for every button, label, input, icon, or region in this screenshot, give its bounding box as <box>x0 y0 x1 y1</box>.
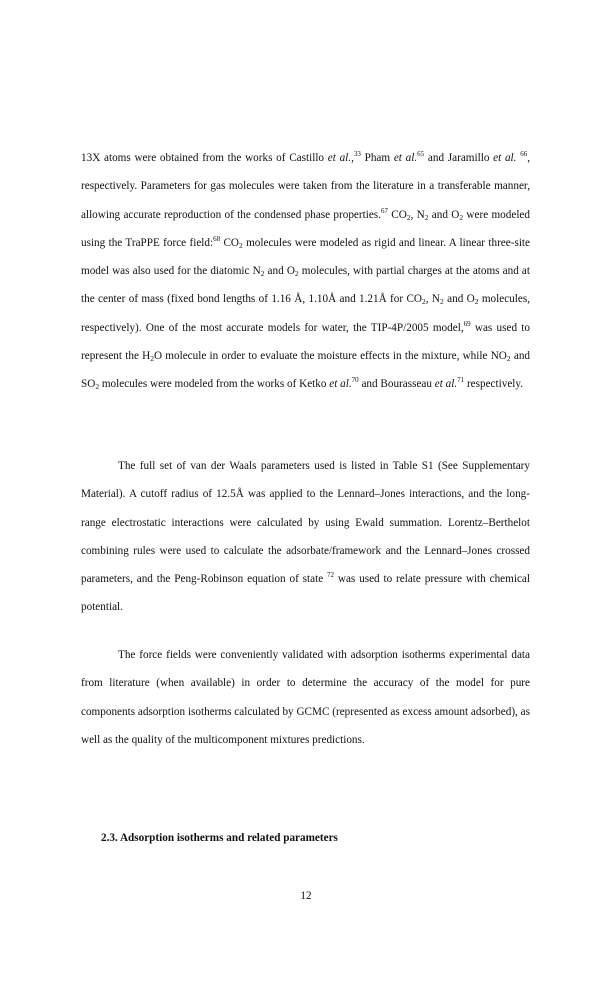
chemical-subscript: 2 <box>459 212 464 222</box>
text-run: The full set of van der Waals parameters used is listed in Table S1 (See Supplementary Material). A cutoff radius of 12.5Å was applied to the Lennard–Jones interactions, and the long-range electrostatic interactions were calculated by using Ewald summation. Lorentz–Berthelot combining rules were used to calculate the adsorbate/framework and the Lennard–Jones crossed parameters, and the Peng-Robinson equation of state <box>81 460 530 586</box>
citation-superscript: 66 <box>520 150 528 158</box>
text-run: O molecule in order to evaluate the moisture effects in the mixture, while NO <box>153 350 507 363</box>
citation-superscript: 72 <box>327 571 335 580</box>
text-run: were modeled using the TraPPE force field: <box>81 208 530 249</box>
text-run: , N <box>410 208 425 221</box>
chemical-subscript: 2 <box>424 212 429 222</box>
text-run: Pham <box>360 152 394 164</box>
citation-superscript: 69 <box>463 319 471 328</box>
chemical-subscript: 2 <box>440 297 444 307</box>
text-run: and O <box>443 293 475 306</box>
chemical-subscript: 2 <box>294 269 299 279</box>
text-run: and Bourasseau <box>358 378 435 391</box>
chemical-subscript: 2 <box>474 297 479 307</box>
italic-text: et al. <box>434 378 458 391</box>
text-run: was used to represent the H <box>81 321 531 363</box>
text-run: and O <box>428 208 460 221</box>
italic-text: et al. <box>493 152 517 164</box>
chemical-subscript: 2 <box>406 212 411 222</box>
text-run: and SO <box>81 350 531 391</box>
italic-text: et al., <box>327 152 354 164</box>
page-number: 12 <box>300 890 312 902</box>
text-run: molecules, respectively). One of the most accurate models for water, the TIP-4P/2005 model, <box>81 293 531 334</box>
chemical-subscript: 2 <box>150 354 154 364</box>
chemical-subscript: 2 <box>422 297 426 307</box>
paragraph-van-der-waals-parameters <box>81 452 530 622</box>
paragraph-force-field-sources <box>81 144 530 399</box>
text-run: molecules, with partial charges at the atoms and at the center of mass (fixed bond lengths of 1.16 Å, 1.10Å and 1.21Å for CO <box>81 265 531 306</box>
citation-superscript: 68 <box>213 234 221 243</box>
citation-superscript: 70 <box>351 376 359 385</box>
text-run: respectively. <box>464 378 524 391</box>
chemical-subscript: 2 <box>260 269 265 279</box>
text-run: was used to relate pressure with chemical potential. <box>81 573 530 614</box>
paragraph-force-field-validation <box>81 641 530 754</box>
citation-superscript: 33 <box>353 150 361 158</box>
text-run: and Jaramillo <box>424 152 494 164</box>
text-run: , respectively. Parameters for gas molecules were taken from the literature in a transferable manner, allowing accurate reproduction of the condensed phase properties. <box>81 152 531 221</box>
section-heading: 2.3. Adsorption isotherms and related parameters <box>101 832 338 844</box>
text-run: molecules were modeled from the works of Ketko <box>99 378 330 391</box>
text-run: CO <box>220 236 239 249</box>
citation-superscript: 65 <box>417 150 425 158</box>
text-run: molecules were modeled as rigid and linear. A linear three-site model was also used for the diatomic N <box>81 236 530 278</box>
italic-text: et al. <box>329 378 352 391</box>
chemical-subscript: 2 <box>506 354 511 364</box>
text-run: , N <box>425 293 441 306</box>
text-run: The force fields were conveniently validated with adsorption isotherms experimental data from literature (when available) in order to determine the accuracy of the model for pure components adsorption isotherms calculated by GCMC (represented as excess amount adsorbed), as well as the quality of the multicomponent mixtures predictions. <box>81 649 530 746</box>
citation-superscript: 67 <box>380 206 388 215</box>
citation-superscript: 71 <box>457 376 465 385</box>
text-run: 13X atoms were obtained from the works of Castillo <box>81 152 328 164</box>
text-run: CO <box>387 208 407 221</box>
italic-text: et al. <box>393 152 418 164</box>
chemical-subscript: 2 <box>95 382 100 392</box>
text-run: and O <box>264 265 295 278</box>
chemical-subscript: 2 <box>238 240 243 250</box>
